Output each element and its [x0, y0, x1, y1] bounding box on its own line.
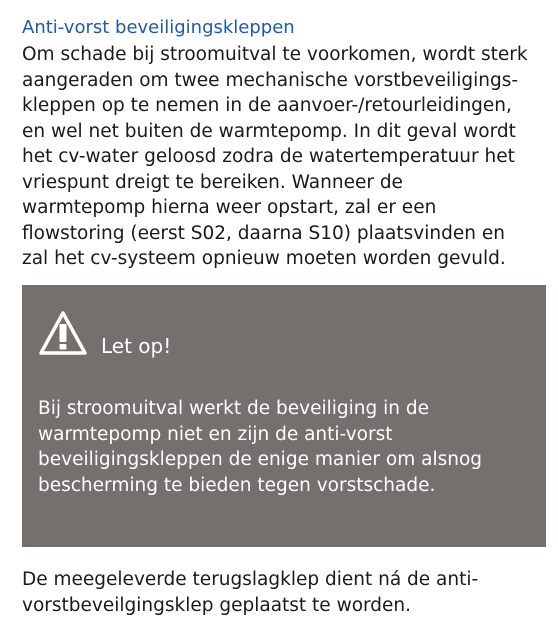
warning-body	[38, 396, 528, 498]
intro-line: flowstoring (eerst S02, daarna S10) plaatsvinden en	[22, 222, 505, 244]
warning-title: Let op!	[101, 334, 172, 358]
intro-line: het cv-water geloosd zodra de watertemperatuur het	[22, 146, 515, 167]
intro-line: aangeraden om twee mechanische vorstbeveiligings-	[22, 69, 519, 91]
intro-line: warmtepomp hierna weer opstart, zal er een	[22, 197, 437, 218]
warning-line: warmtepomp niet en zijn de anti-vorst	[38, 423, 393, 445]
section-heading: Anti-vorst beveiligingskleppen	[22, 17, 295, 38]
intro-paragraph	[22, 42, 546, 272]
intro-line: vriespunt dreigt te bereiken. Wanneer de	[22, 171, 403, 193]
intro-line: zal het cv-systeem opnieuw moeten worden gevuld.	[22, 248, 506, 269]
warning-line: Bij stroomuitval werkt de beveiliging in de	[38, 398, 429, 419]
intro-line: kleppen op te nemen in de aanvoer-/retourleidingen,	[22, 95, 512, 116]
footer-line: De meegeleverde terugslagklep dient ná de anti-	[22, 569, 479, 590]
warning-triangle-icon	[38, 310, 88, 356]
warning-box	[22, 285, 546, 547]
warning-line: bescherming te bieden tegen vorstschade.	[38, 474, 436, 496]
intro-line: Om schade bij stroomuitval te voorkomen, wordt sterk	[22, 44, 528, 65]
intro-line: en wel net buiten de warmtepomp. In dit geval wordt	[22, 120, 516, 142]
footer-paragraph	[22, 567, 546, 618]
footer-line: vorstbeveilgingsklep geplaatst te worden.	[22, 594, 412, 616]
warning-line: beveiligingskleppen de enige manier om alsnog	[38, 449, 483, 470]
